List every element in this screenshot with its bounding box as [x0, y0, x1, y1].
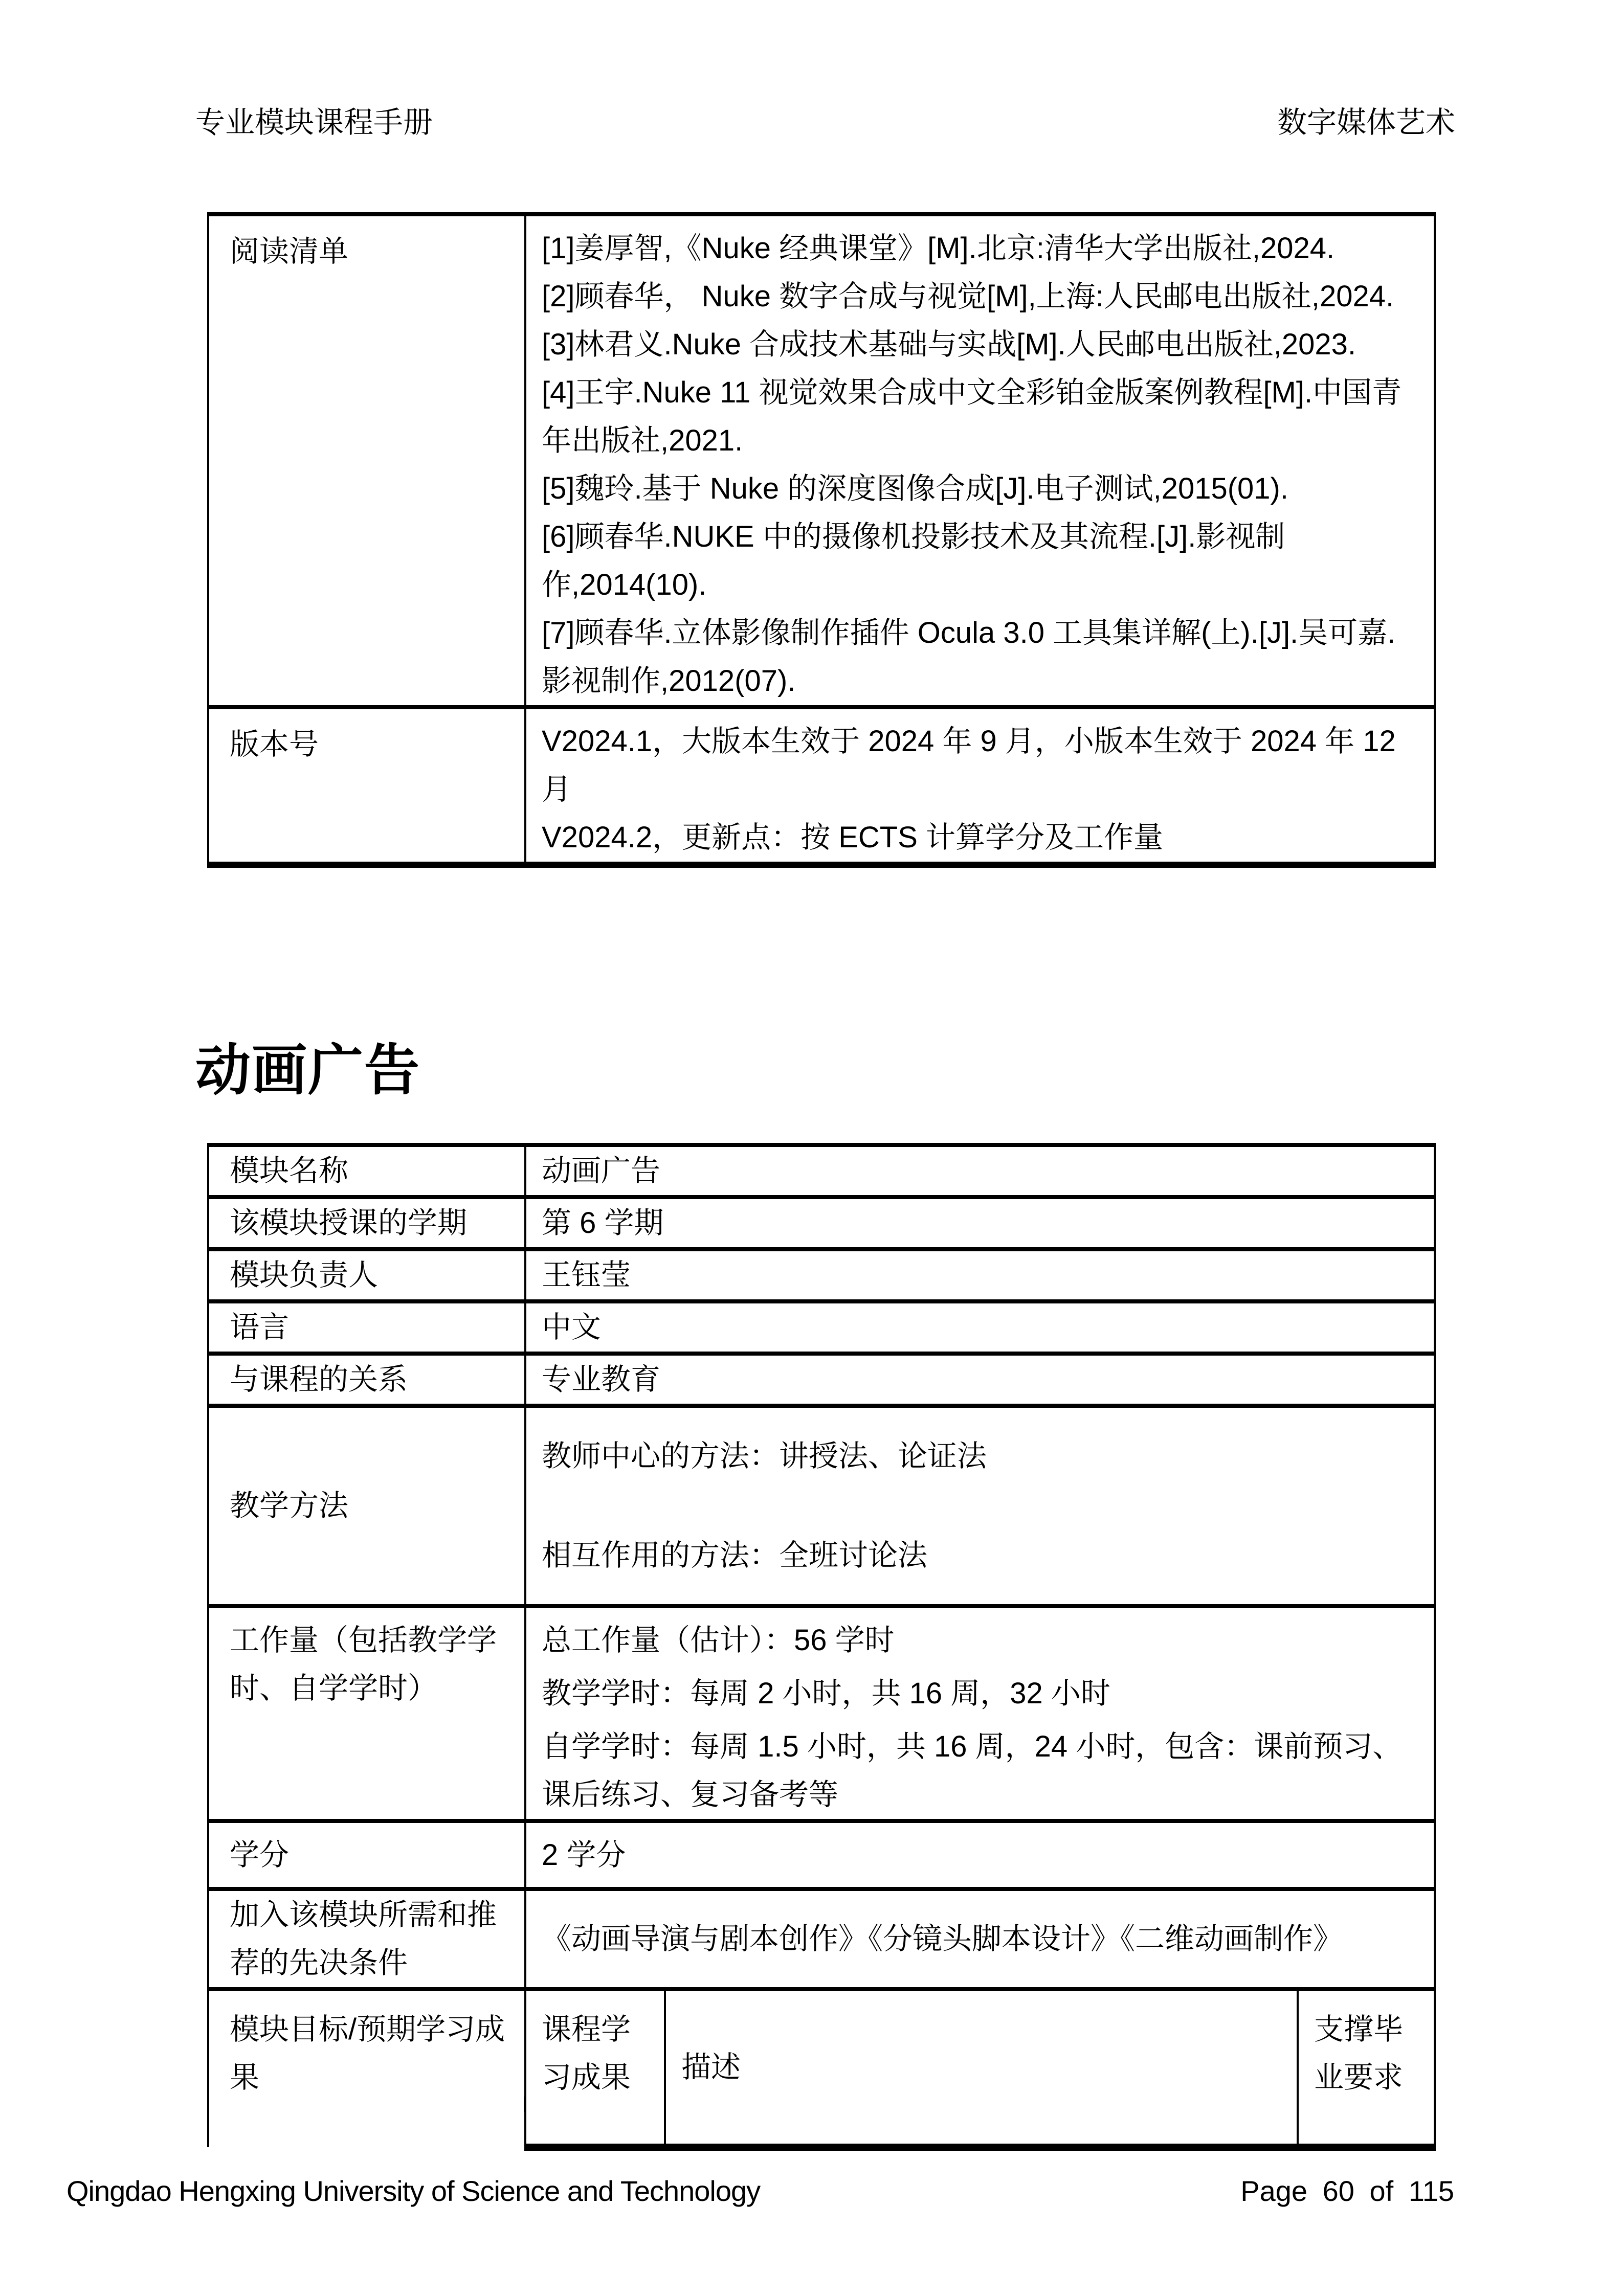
reading-list-label: 阅读清单	[208, 214, 525, 707]
prerequisites-label: 加入该模块所需和推荐的先决条件	[208, 1889, 525, 1989]
credits-value: 2 学分	[525, 1821, 1435, 1889]
split-row-border-stub	[207, 2097, 209, 2112]
module-leader-label: 模块负责人	[208, 1249, 525, 1301]
outcome-col-course-outcome: 课程学习成果	[525, 1989, 665, 2147]
outcome-header-row	[208, 1989, 1435, 2147]
language-value: 中文	[525, 1301, 1435, 1354]
table-row	[208, 1889, 1435, 1989]
reading-list-item: [3]林君义.Nuke 合成技术基础与实战[M].人民邮电出版社,2023.	[542, 328, 1356, 361]
table-row	[208, 214, 1435, 707]
semester-value: 第 6 学期	[525, 1197, 1435, 1249]
workload-label: 工作量（包括教学学时、自学学时）	[208, 1606, 525, 1821]
footer-university: Qingdao Hengxing University of Science and Technology	[66, 2175, 761, 2207]
table-row	[208, 707, 1435, 865]
module-name-label: 模块名称	[208, 1145, 525, 1197]
curriculum-relation-value: 专业教育	[525, 1354, 1435, 1406]
table-row	[208, 1197, 1435, 1249]
version-line: V2024.1，大版本生效于 2024 年 9 月，小版本生效于 2024 年 12 月	[542, 725, 1396, 806]
workload-line: 教学学时：每周 2 小时，共 16 周，32 小时	[542, 1677, 1110, 1710]
header-right-title: 数字媒体艺术	[1277, 106, 1455, 139]
semester-label: 该模块授课的学期	[208, 1197, 525, 1249]
outcome-col-graduation-support: 支撑毕业要求	[1298, 1989, 1435, 2147]
workload-line: 自学学时：每周 1.5 小时，共 16 周，24 小时，包含：课前预习、课后练习、复习备考等	[542, 1730, 1403, 1811]
module-objectives-label: 模块目标/预期学习成果	[208, 1989, 525, 2147]
table-row	[208, 1249, 1435, 1301]
credits-label: 学分	[208, 1821, 525, 1889]
table-row	[208, 1145, 1435, 1197]
workload-value	[525, 1606, 1435, 1821]
split-row-border-stub	[524, 2097, 526, 2112]
page-title: 动画广告	[195, 1039, 421, 1101]
module-info-table	[207, 1143, 1436, 2151]
reading-list-item: [7]顾春华.立体影像制作插件 Ocula 3.0 工具集详解(上).[J].吴可嘉.影视制作,2012(07).	[542, 616, 1396, 697]
teaching-method-line: 相互作用的方法：全班讨论法	[542, 1539, 928, 1572]
table-row	[208, 1606, 1435, 1821]
version-line: V2024.2，更新点：按 ECTS 计算学分及工作量	[542, 821, 1163, 854]
teaching-methods-label: 教学方法	[208, 1406, 525, 1606]
table-row	[208, 1301, 1435, 1354]
header-left-title: 专业模块课程手册	[195, 106, 433, 139]
table-row	[208, 1406, 1435, 1606]
table-row	[208, 1354, 1435, 1406]
reading-list-item: [1]姜厚智,《Nuke 经典课堂》[M].北京:清华大学出版社,2024.	[542, 232, 1335, 265]
version-label: 版本号	[208, 707, 525, 865]
reading-list-item: [5]魏玲.基于 Nuke 的深度图像合成[J].电子测试,2015(01).	[542, 472, 1288, 505]
table-row	[208, 1821, 1435, 1889]
curriculum-relation-label: 与课程的关系	[208, 1354, 525, 1406]
workload-line: 总工作量（估计）：56 学时	[542, 1624, 895, 1657]
footer-page-number: Page 60 of 115	[1240, 2175, 1454, 2207]
module-leader-value: 王钰莹	[525, 1249, 1435, 1301]
reading-list-item: [6]顾春华.NUKE 中的摄像机投影技术及其流程.[J].影视制作,2014(10).	[542, 520, 1285, 601]
reading-list-items	[525, 214, 1435, 707]
reading-list-item: [4]王宇.Nuke 11 视觉效果合成中文全彩铂金版案例教程[M].中国青年出版社,2021.	[542, 376, 1402, 457]
module-name-value: 动画广告	[525, 1145, 1435, 1197]
teaching-methods-value	[525, 1406, 1435, 1606]
language-label: 语言	[208, 1301, 525, 1354]
prerequisites-value: 《动画导演与剧本创作》《分镜头脚本设计》《二维动画制作》	[525, 1889, 1435, 1989]
outcome-col-description: 描述	[665, 1989, 1298, 2147]
reading-list-table	[207, 212, 1436, 868]
teaching-method-line: 教师中心的方法：讲授法、论证法	[542, 1439, 987, 1473]
version-value	[525, 707, 1435, 865]
reading-list-item: [2]顾春华， Nuke 数字合成与视觉[M],上海:人民邮电出版社,2024.	[542, 280, 1394, 313]
